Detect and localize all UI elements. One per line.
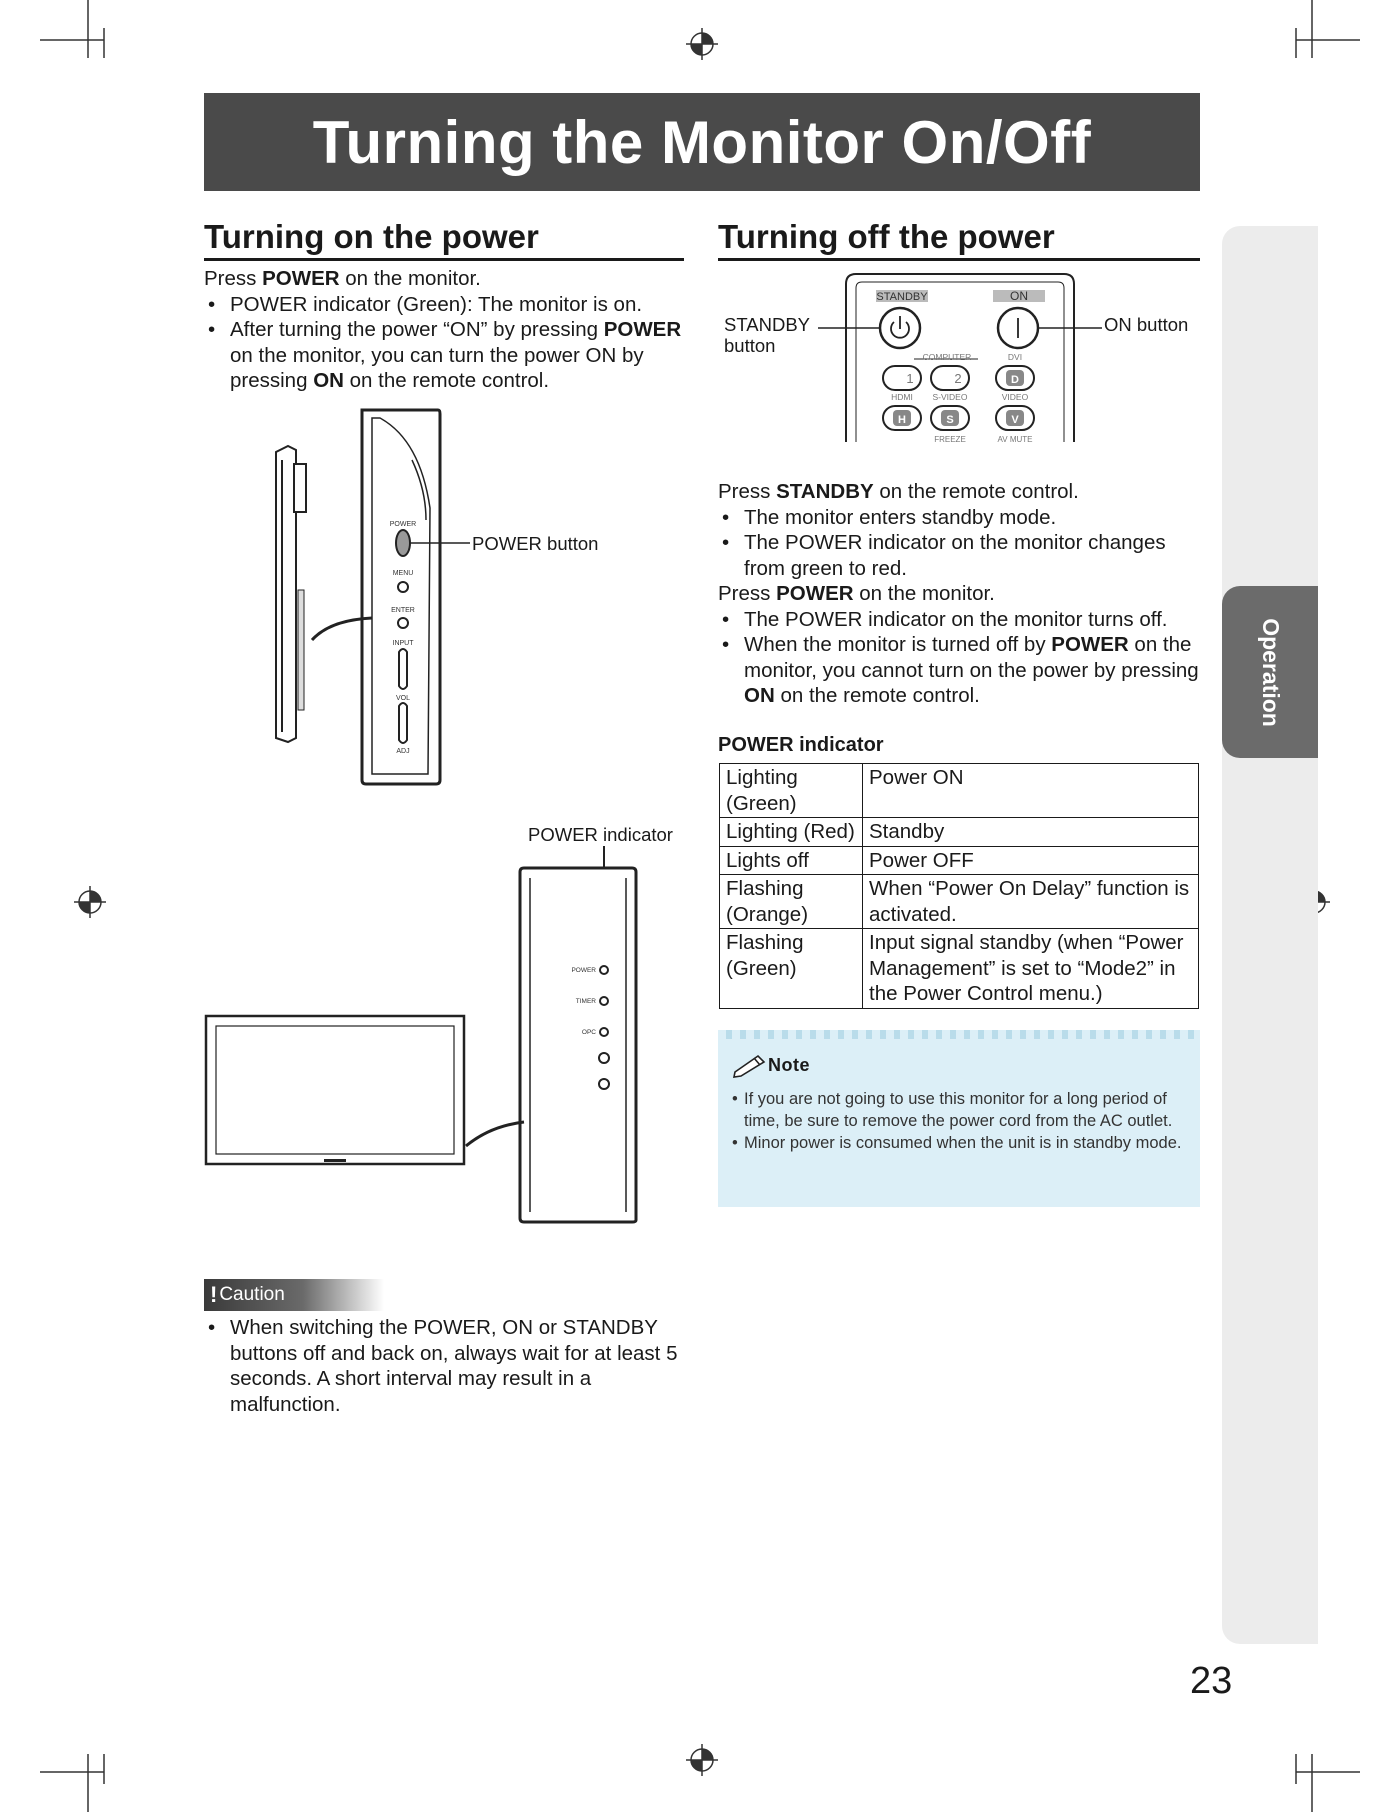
remote-svideo-label: S-VIDEO — [932, 392, 968, 402]
caution-text — [204, 1315, 684, 1417]
remote-avmute-label: AV MUTE — [997, 435, 1033, 444]
turning-off-para-2: Press POWER on the monitor. — [718, 582, 995, 605]
power-indicator-label: POWER indicator — [528, 824, 673, 845]
page-number: 23 — [1190, 1660, 1233, 1702]
front-label-timer: TIMER — [575, 998, 596, 1005]
caution-bullet-1: • When switching the POWER, ON or STANDBY buttons off and back on, always wait for at least 5 seconds. A short interval may result in a malfunction. — [204, 1315, 684, 1417]
remote-key-v: V — [1011, 414, 1019, 426]
note-header — [732, 1052, 810, 1078]
note-item-1: • If you are not going to use this monitor for a long period of time, be sure to remove the power cord from the AC outlet. — [730, 1088, 1190, 1132]
indicator-state-cell: Lighting (Green) — [720, 764, 863, 818]
remote-standby-key-label: STANDBY — [876, 291, 928, 303]
table-row — [720, 818, 1199, 847]
turning-on-intro: Press POWER on the monitor. — [204, 267, 481, 290]
remote-key-h: H — [898, 414, 906, 426]
remote-key-1: 1 — [906, 371, 914, 386]
power-button-label: POWER button — [472, 533, 599, 554]
indicator-meaning-cell: Input signal standby (when “Power Management” is set to “Mode2” in the Power Control menu.) — [863, 929, 1199, 1009]
indicator-state-cell: Lighting (Red) — [720, 818, 863, 847]
remote-freeze-label: FREEZE — [934, 435, 966, 444]
turning-on-text — [204, 266, 694, 394]
turning-off-bullet-1: • The monitor enters standby mode. — [718, 505, 1200, 531]
indicator-meaning-cell: Power ON — [863, 764, 1199, 818]
monitor-front-illustration — [204, 846, 644, 1226]
table-row — [720, 875, 1199, 929]
turning-on-bullet-1: • POWER indicator (Green): The monitor is on. — [204, 292, 694, 318]
monitor-side-illustration — [260, 400, 450, 790]
caution-label: Caution — [219, 1284, 285, 1305]
remote-key-s: S — [946, 414, 954, 426]
indicator-meaning-cell: Power OFF — [863, 846, 1199, 875]
on-button-label: ON button — [1104, 314, 1189, 335]
side-tab-label: Operation — [1257, 617, 1284, 727]
power-button-leader — [410, 540, 470, 546]
side-tab-operation[interactable] — [1222, 586, 1318, 758]
table-row — [720, 929, 1199, 1009]
remote-key-d: D — [1011, 374, 1019, 386]
table-row — [720, 846, 1199, 875]
page-title: Turning the Monitor On/Off — [204, 93, 1200, 191]
panel-label-input: INPUT — [392, 640, 414, 647]
remote-hdmi-label: HDMI — [891, 392, 913, 402]
note-box-edge — [718, 1030, 1200, 1039]
exclamation-icon: ! — [210, 1282, 218, 1307]
power-indicator-table — [719, 763, 1199, 1009]
remote-on-key-label: ON — [1010, 289, 1028, 303]
indicator-state-cell: Lights off — [720, 846, 863, 875]
front-label-power: POWER — [571, 967, 596, 974]
remote-computer-label: COMPUTER — [922, 352, 972, 362]
indicator-state-cell: Flashing (Orange) — [720, 875, 863, 929]
panel-label-vol: VOL — [395, 695, 411, 702]
indicator-meaning-cell: When “Power On Delay” function is activated. — [863, 875, 1199, 929]
heading-turning-off: Turning off the power — [718, 218, 1200, 261]
power-indicator-heading: POWER indicator — [718, 734, 884, 756]
panel-label-adj: ADJ — [396, 748, 410, 755]
pencil-icon — [732, 1052, 768, 1078]
turning-off-bullet-3: • The POWER indicator on the monitor turns off. — [718, 607, 1200, 633]
front-label-opc: OPC — [581, 1029, 596, 1036]
remote-key-2: 2 — [954, 371, 962, 386]
turning-off-text — [718, 479, 1200, 709]
panel-label-menu: MENU — [392, 570, 414, 577]
table-row — [720, 764, 1199, 818]
panel-label-enter: ENTER — [391, 607, 415, 614]
panel-label-power: POWER — [389, 521, 417, 528]
turning-on-bullet-2: • After turning the power “ON” by pressing POWER on the monitor, you can turn the power ON by pressing ON on the remote control. — [204, 317, 694, 394]
turning-off-para-1: Press STANDBY on the remote control. — [718, 480, 1079, 503]
note-item-2: • Minor power is consumed when the unit is in standby mode. — [730, 1132, 1190, 1154]
remote-dvi-label: DVI — [1007, 352, 1023, 362]
heading-turning-on: Turning on the power — [204, 218, 684, 261]
turning-off-bullet-4: • When the monitor is turned off by POWER on the monitor, you cannot turn on the power by pressing ON on the remote control. — [718, 632, 1200, 709]
caution-header — [204, 1279, 384, 1311]
indicator-state-cell: Flashing (Green) — [720, 929, 863, 1009]
note-items — [730, 1088, 1190, 1154]
turning-off-bullet-2: • The POWER indicator on the monitor changes from green to red. — [718, 530, 1200, 581]
standby-button-label: STANDBY button — [724, 314, 811, 356]
note-title: Note — [768, 1054, 810, 1075]
remote-video-label: VIDEO — [1001, 392, 1029, 402]
side-tab-background — [1222, 226, 1318, 1644]
indicator-meaning-cell: Standby — [863, 818, 1199, 847]
